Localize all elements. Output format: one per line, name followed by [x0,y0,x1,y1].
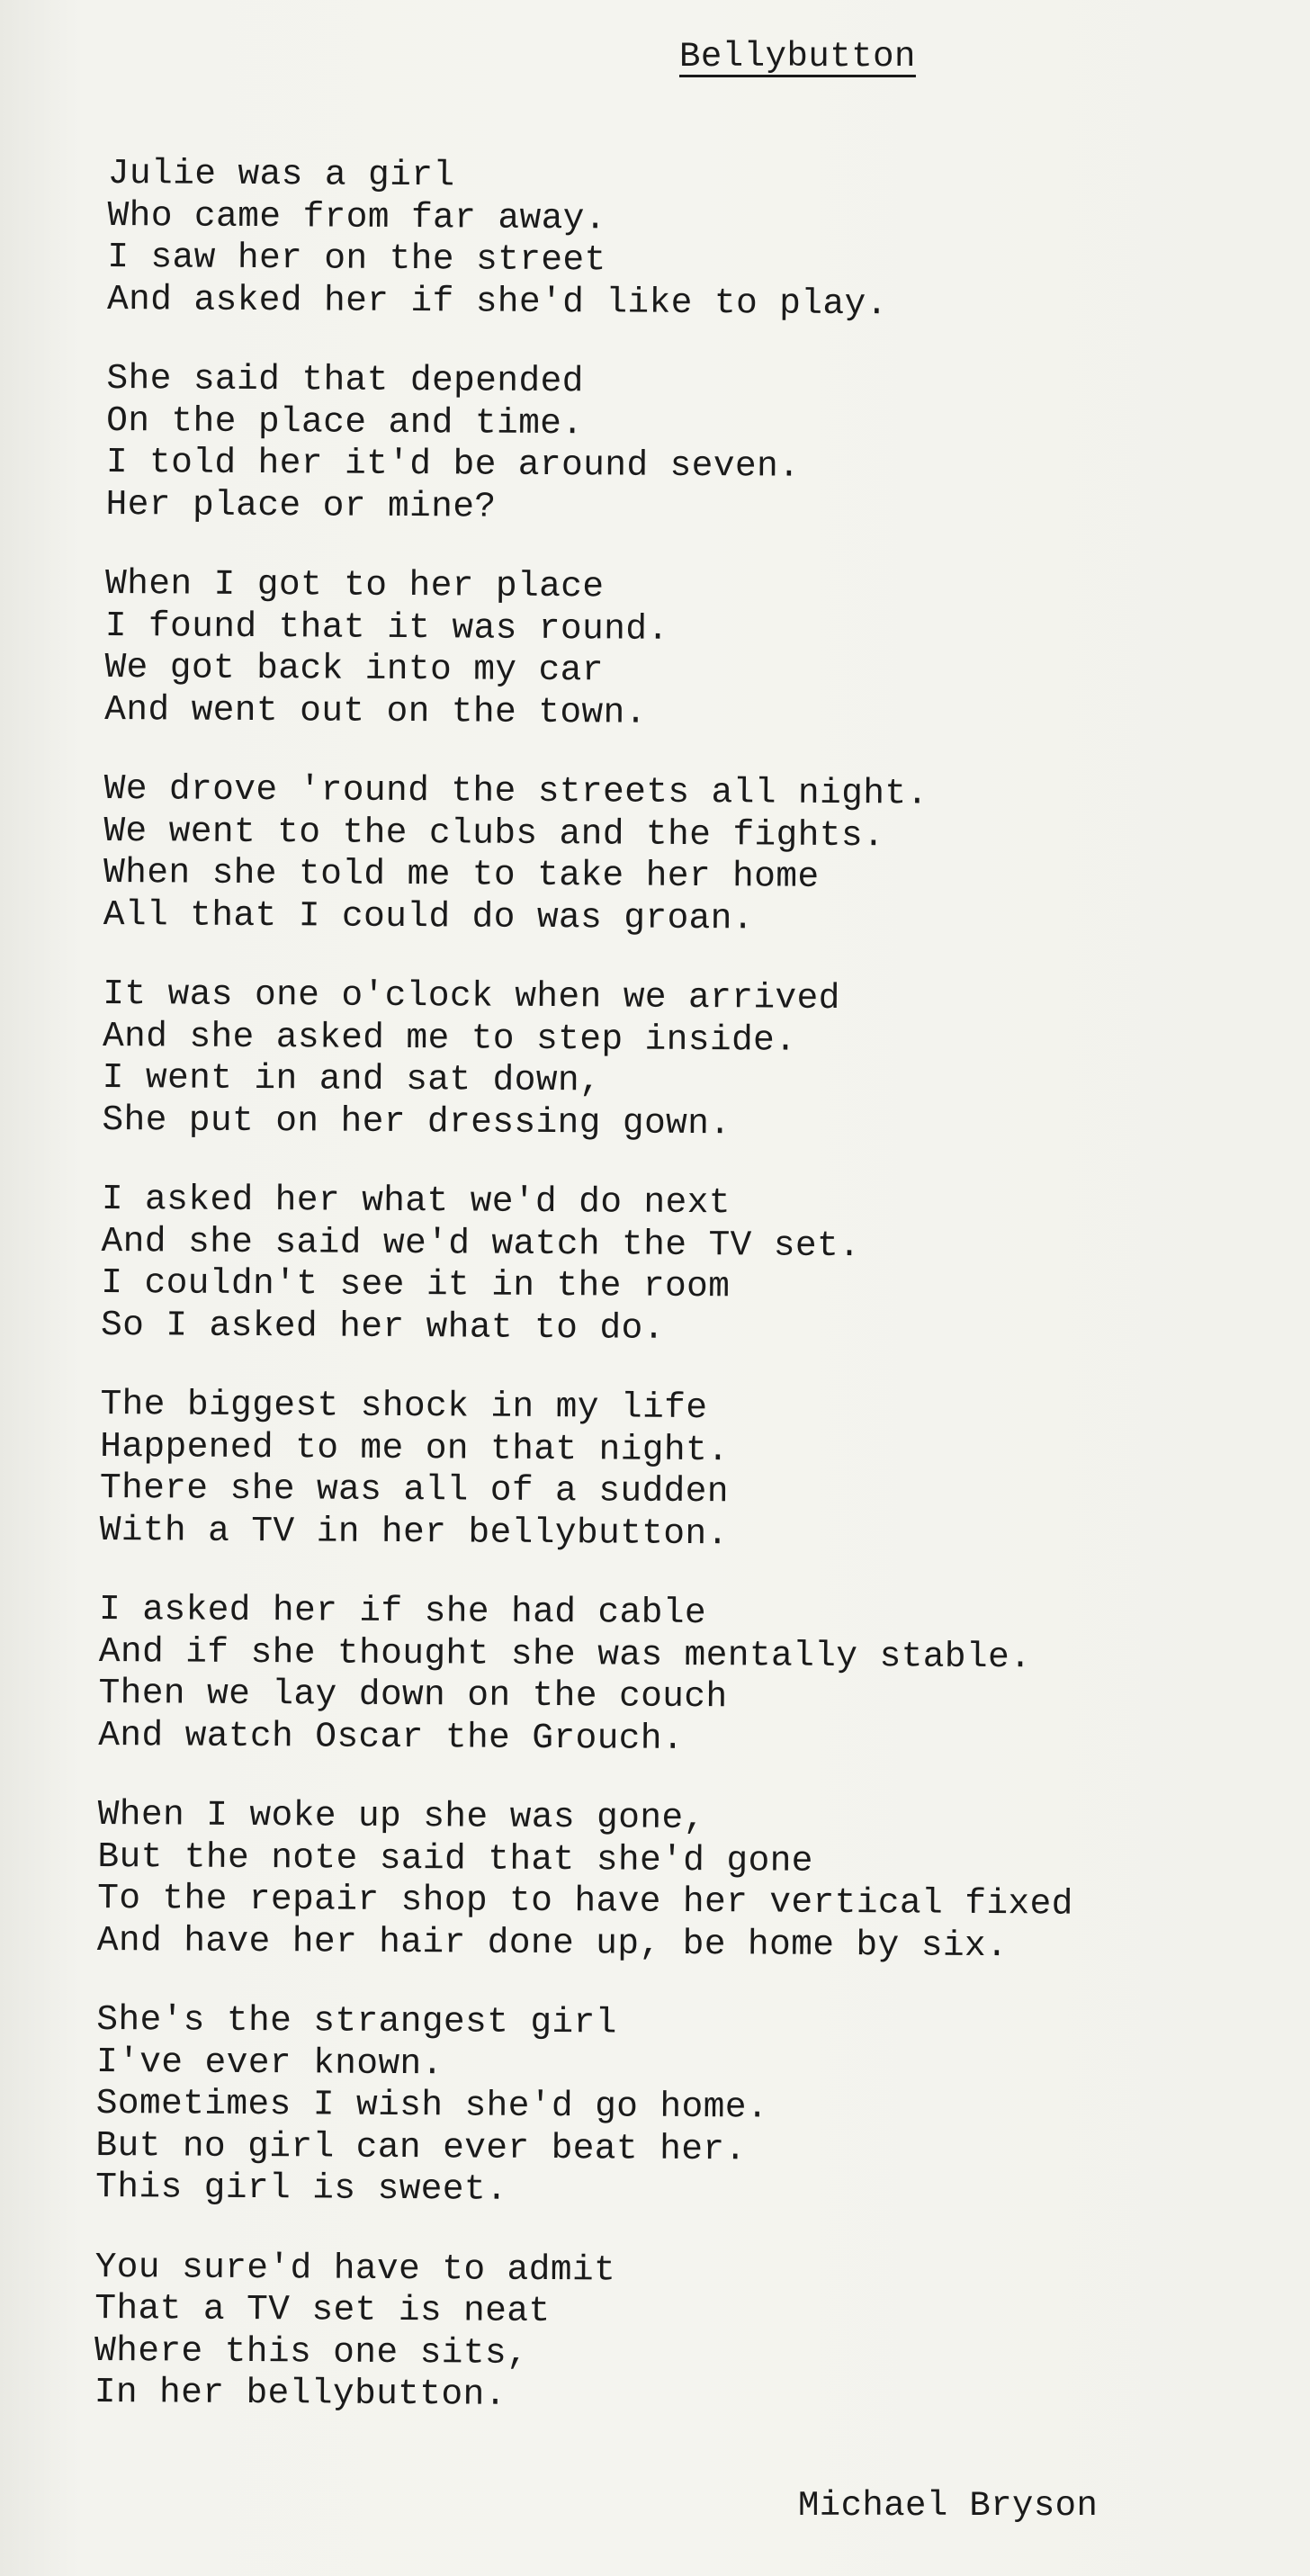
poem-line: I couldn't see it in the room [101,1261,731,1307]
poem-line: And she asked me to step inside. [102,1015,797,1061]
poem-line: Then we lay down on the couch [98,1672,728,1718]
poem-line: In her bellybutton. [94,2371,507,2415]
poem-line: We went to the clubs and the fights. [103,810,885,856]
poem-line: So I asked her what to do. [100,1304,665,1349]
stanza [94,2246,1247,2420]
poem-line: It was one o'clock when we arrived [103,973,840,1019]
poem-line: I've ever known. [95,2041,444,2084]
poem-line: And watch Oscar the Grouch. [98,1714,685,1759]
poem-title: Bellybutton [679,37,916,76]
stanza [101,1179,1253,1353]
poem-line: Sometimes I wish she'd go home. [95,2082,769,2128]
poem-line: Where this one sits, [94,2329,529,2374]
poem-line: She's the strangest girl [96,1998,617,2043]
poem-line: There she was all of a sudden [99,1467,730,1512]
poem-line: But no girl can ever beat her. [95,2124,747,2169]
poem-line: I found that it was round. [104,605,669,650]
poem-line: When she told me to take her home [103,851,820,897]
poem-line: I told her it'd be around seven. [105,441,801,487]
poem-line: And if she thought she was mentally stable. [98,1630,1032,1677]
poem-line: And she said we'd watch the TV set. [101,1220,861,1266]
stanza [97,1794,1250,1969]
poem-line: When I woke up she was gone, [97,1793,705,1839]
poem-line: I asked her what we'd do next [101,1178,731,1224]
poem-line: I went in and sat down, [102,1056,602,1101]
poem-line: All that I could do was groan. [103,893,755,938]
poem-line: We drove 'round the streets all night. [103,767,929,814]
poem-line: This girl is sweet. [95,2166,508,2210]
poem-line: We got back into my car [104,646,605,691]
poem-line: When I got to her place [104,562,605,607]
poem-line: But the note said that she'd gone [97,1836,813,1881]
author-signature: Michael Bryson [798,2486,1099,2526]
stanza [105,358,1258,533]
poem-line: On the place and time. [106,399,584,444]
stanza [95,1999,1248,2215]
poem-line: And went out on the town. [104,688,647,733]
poem-line: I asked her if she had cable [98,1588,707,1634]
stanza [107,153,1260,328]
poem-line: And have her hair done up, be home by six. [96,1919,1009,1966]
poem-line: And asked her if she'd like to play. [106,278,888,324]
poem-line: She said that depended [106,357,584,402]
stanza [100,1384,1252,1558]
poem-line: She put on her dressing gown. [102,1099,731,1144]
poem-line: Happened to me on that night. [100,1425,730,1470]
poem-line: The biggest shock in my life [100,1383,708,1429]
stanza [104,563,1257,738]
stanza [103,768,1256,943]
poem-line: You sure'd have to admit [94,2246,616,2290]
poem-line: I saw her on the street [107,236,606,281]
poem-line: Julie was a girl [107,153,455,196]
poem-line: To the repair shop to have her vertical fixed [97,1877,1073,1925]
stanza [102,974,1254,1148]
poem-line: Who came from far away. [107,194,607,238]
stanza [98,1589,1251,1764]
poem-line: Her place or mine? [105,483,497,527]
poem-body [94,153,1260,2458]
poem-line: With a TV in her bellybutton. [99,1509,729,1554]
poem-line: That a TV set is neat [94,2287,551,2332]
